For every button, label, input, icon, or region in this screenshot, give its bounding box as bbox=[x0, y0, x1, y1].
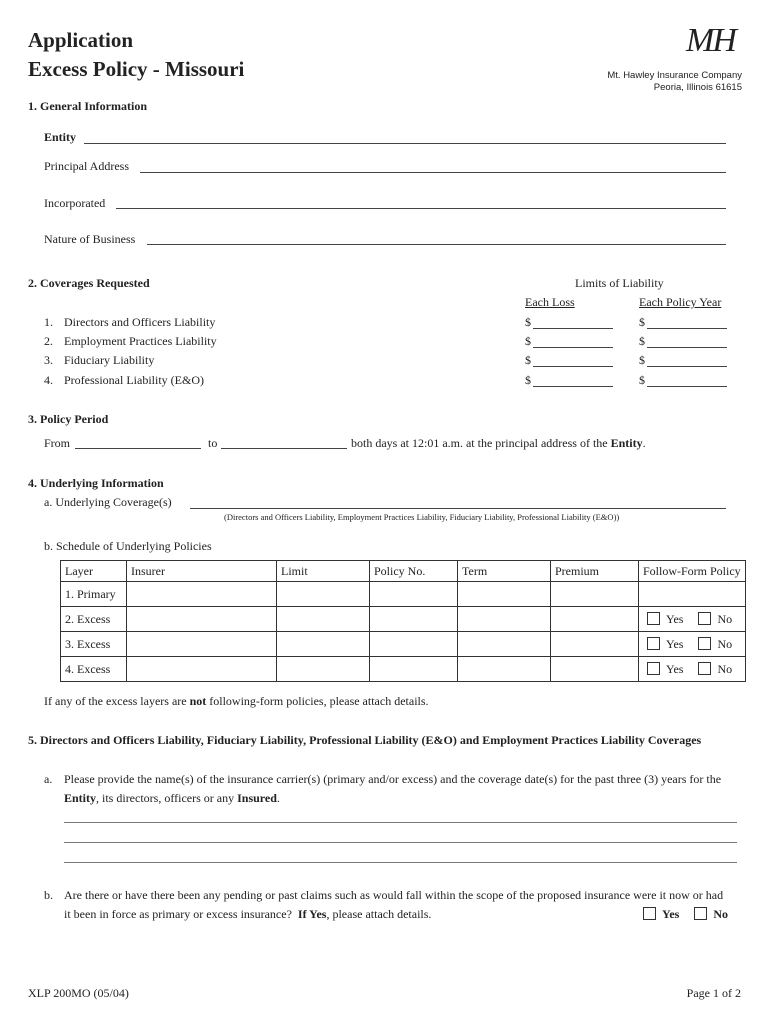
layer-cell: 2. Excess bbox=[61, 607, 127, 632]
incorporated-input[interactable] bbox=[116, 208, 726, 209]
underlying-coverage-label: a. Underlying Coverage(s) bbox=[44, 495, 172, 509]
nature-of-business-label: Nature of Business bbox=[44, 232, 136, 246]
page-number: Page 1 of 2 bbox=[686, 986, 741, 1000]
q5a-answer-line-3[interactable] bbox=[64, 862, 737, 863]
insurer-cell[interactable] bbox=[127, 607, 277, 632]
dollar-sign: $ bbox=[525, 334, 531, 348]
coverage-item-4-num: 4. bbox=[44, 373, 53, 387]
term-cell[interactable] bbox=[458, 632, 551, 657]
premium-cell[interactable] bbox=[551, 582, 639, 607]
from-label: From bbox=[44, 436, 71, 450]
yes-label: Yes bbox=[666, 636, 684, 651]
table-row bbox=[61, 607, 746, 632]
underlying-policies-table bbox=[60, 560, 746, 682]
layer-cell: 3. Excess bbox=[61, 632, 127, 657]
col-limit: Limit bbox=[277, 561, 370, 582]
q5a-num: a. bbox=[44, 772, 53, 786]
dollar-sign: $ bbox=[639, 334, 645, 348]
each-loss-input-1[interactable] bbox=[533, 328, 613, 329]
principal-address-label: Principal Address bbox=[44, 159, 129, 173]
limit-cell[interactable] bbox=[277, 582, 370, 607]
follow-form-cell bbox=[639, 582, 746, 607]
layer-cell: 1. Primary bbox=[61, 582, 127, 607]
period-to-input[interactable] bbox=[221, 448, 347, 449]
limit-cell[interactable] bbox=[277, 632, 370, 657]
form-title-line2: Excess Policy - Missouri bbox=[28, 57, 245, 81]
each-loss-input-4[interactable] bbox=[533, 386, 613, 387]
term-cell[interactable] bbox=[458, 607, 551, 632]
each-policy-year-header: Each Policy Year bbox=[639, 295, 722, 309]
form-title-line1: Application bbox=[28, 28, 134, 52]
yes-checkbox[interactable] bbox=[647, 662, 660, 675]
follow-form-cell bbox=[639, 607, 746, 632]
q5b-num: b. bbox=[44, 888, 53, 902]
company-logo: MH bbox=[686, 22, 735, 59]
follow-form-cell bbox=[639, 632, 746, 657]
q5b-yes-no bbox=[643, 907, 728, 922]
q5b-text-line1: Are there or have there been any pending or past claims such as would fall within the scope of the proposed insurance were it now or had bbox=[64, 888, 724, 902]
q5a-text-line1: Please provide the name(s) of the insurance carrier(s) (primary and/or excess) and the coverage date(s) for the past three (3) years for the bbox=[64, 772, 722, 786]
principal-address-input[interactable] bbox=[140, 172, 726, 173]
company-city: Peoria, Illinois 61615 bbox=[653, 82, 742, 93]
q5b-yes-checkbox[interactable] bbox=[643, 907, 656, 920]
coverage-item-2-num: 2. bbox=[44, 334, 53, 348]
table-row bbox=[61, 632, 746, 657]
table-header-row bbox=[61, 561, 746, 582]
no-checkbox[interactable] bbox=[698, 662, 711, 675]
company-name: Mt. Hawley Insurance Company bbox=[607, 70, 742, 81]
coverage-item-4-label: Professional Liability (E&O) bbox=[64, 373, 204, 387]
coverage-item-2-label: Employment Practices Liability bbox=[64, 334, 217, 348]
coverage-item-3-label: Fiduciary Liability bbox=[64, 353, 155, 367]
no-label: No bbox=[717, 636, 733, 651]
yes-checkbox[interactable] bbox=[647, 637, 660, 650]
entity-input[interactable] bbox=[84, 143, 726, 144]
dollar-sign: $ bbox=[525, 373, 531, 387]
yes-label: Yes bbox=[666, 611, 684, 626]
form-id: XLP 200MO (05/04) bbox=[28, 986, 129, 1000]
excess-layers-note: If any of the excess layers are not following-form policies, please attach details. bbox=[44, 694, 429, 708]
limit-cell[interactable] bbox=[277, 657, 370, 682]
q5b-no-checkbox[interactable] bbox=[694, 907, 707, 920]
col-premium: Premium bbox=[551, 561, 639, 582]
section1-heading: 1. General Information bbox=[28, 99, 147, 113]
insurer-cell[interactable] bbox=[127, 657, 277, 682]
each-year-input-4[interactable] bbox=[647, 386, 727, 387]
insurer-cell[interactable] bbox=[127, 582, 277, 607]
each-year-input-3[interactable] bbox=[647, 366, 727, 367]
premium-cell[interactable] bbox=[551, 632, 639, 657]
no-checkbox[interactable] bbox=[698, 637, 711, 650]
col-layer: Layer bbox=[61, 561, 127, 582]
col-term: Term bbox=[458, 561, 551, 582]
policy-no-cell[interactable] bbox=[370, 607, 458, 632]
q5a-answer-line-1[interactable] bbox=[64, 822, 737, 823]
to-label: to bbox=[208, 436, 218, 450]
layer-cell: 4. Excess bbox=[61, 657, 127, 682]
q5b-yes-label: Yes bbox=[662, 907, 680, 921]
each-loss-input-2[interactable] bbox=[533, 347, 613, 348]
period-from-input[interactable] bbox=[75, 448, 201, 449]
dollar-sign: $ bbox=[639, 315, 645, 329]
each-year-input-1[interactable] bbox=[647, 328, 727, 329]
policy-no-cell[interactable] bbox=[370, 632, 458, 657]
follow-form-cell bbox=[639, 657, 746, 682]
term-cell[interactable] bbox=[458, 657, 551, 682]
premium-cell[interactable] bbox=[551, 657, 639, 682]
section3-heading: 3. Policy Period bbox=[28, 412, 109, 426]
col-insurer: Insurer bbox=[127, 561, 277, 582]
no-label: No bbox=[717, 611, 733, 626]
each-loss-header: Each Loss bbox=[525, 295, 575, 309]
col-policy-no: Policy No. bbox=[370, 561, 458, 582]
yes-label: Yes bbox=[666, 661, 684, 676]
incorporated-label: Incorporated bbox=[44, 196, 106, 210]
nature-of-business-input[interactable] bbox=[147, 244, 726, 245]
section5-heading: 5. Directors and Officers Liability, Fiduciary Liability, Professional Liability (E&O) and Employment Practices Liability Coverages bbox=[28, 733, 702, 747]
underlying-coverage-input[interactable] bbox=[190, 508, 726, 509]
policy-no-cell[interactable] bbox=[370, 582, 458, 607]
entity-label: Entity bbox=[44, 130, 77, 144]
section4-heading: 4. Underlying Information bbox=[28, 476, 164, 490]
q5b-text-line2: it been in force as primary or excess insurance? If Yes, please attach details. bbox=[64, 907, 432, 921]
each-year-input-2[interactable] bbox=[647, 347, 727, 348]
limits-heading: Limits of Liability bbox=[575, 276, 664, 290]
policy-no-cell[interactable] bbox=[370, 657, 458, 682]
schedule-label: b. Schedule of Underlying Policies bbox=[44, 539, 212, 553]
no-label: No bbox=[717, 661, 733, 676]
dollar-sign: $ bbox=[639, 353, 645, 367]
section2-heading: 2. Coverages Requested bbox=[28, 276, 150, 290]
dollar-sign: $ bbox=[639, 373, 645, 387]
limit-cell[interactable] bbox=[277, 607, 370, 632]
period-note: both days at 12:01 a.m. at the principal address of the Entity. bbox=[351, 436, 646, 450]
premium-cell[interactable] bbox=[551, 607, 639, 632]
coverage-item-1-label: Directors and Officers Liability bbox=[64, 315, 216, 329]
term-cell[interactable] bbox=[458, 582, 551, 607]
q5b-no-label: No bbox=[713, 907, 729, 921]
dollar-sign: $ bbox=[525, 353, 531, 367]
each-loss-input-3[interactable] bbox=[533, 366, 613, 367]
table-row bbox=[61, 582, 746, 607]
col-follow-form: Follow-Form Policy bbox=[639, 561, 746, 582]
dollar-sign: $ bbox=[525, 315, 531, 329]
q5a-answer-line-2[interactable] bbox=[64, 842, 737, 843]
q5a-text-line2: Entity, its directors, officers or any Insured. bbox=[64, 791, 280, 805]
yes-checkbox[interactable] bbox=[647, 612, 660, 625]
coverage-item-1-num: 1. bbox=[44, 315, 53, 329]
coverage-item-3-num: 3. bbox=[44, 353, 53, 367]
table-row bbox=[61, 657, 746, 682]
insurer-cell[interactable] bbox=[127, 632, 277, 657]
no-checkbox[interactable] bbox=[698, 612, 711, 625]
underlying-coverage-hint: (Directors and Officers Liability, Employment Practices Liability, Fiduciary Liability, Professional Liability (E&O)) bbox=[224, 512, 620, 522]
